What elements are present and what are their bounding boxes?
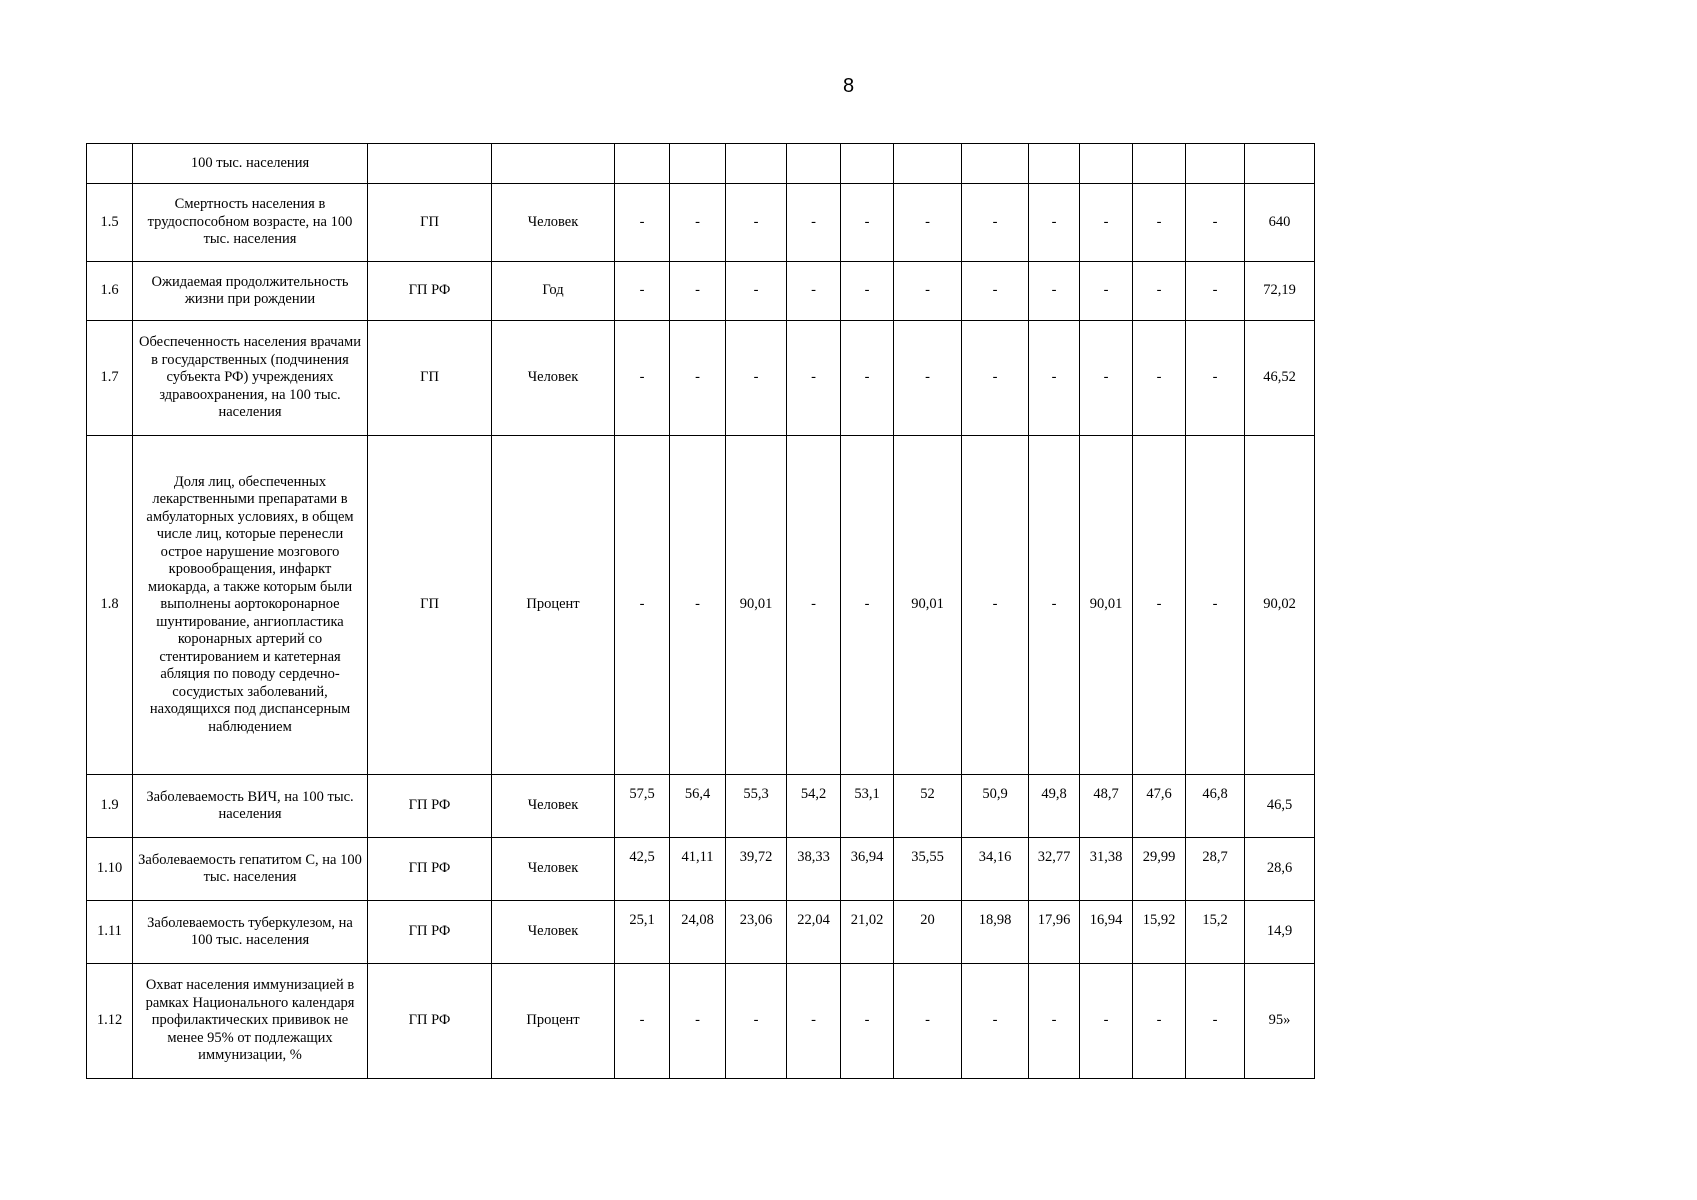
- table-row: [87, 838, 1315, 901]
- table-row: [87, 964, 1315, 1079]
- value-cell: -: [670, 436, 726, 775]
- source-cell: ГП РФ: [368, 262, 492, 321]
- value-cell: 24,08: [670, 901, 726, 964]
- value-cell: -: [1080, 262, 1133, 321]
- indicator-name-cell: Доля лиц, обеспеченных лекарственными препаратами в амбулаторных условиях, в общем числе лиц, которые перенесли острое нарушение мозгового кровообращения, инфаркт миокарда, а также которым были выполнены аортокоронарное шунтирование, ангиопластика коронарных артерий со стентированием и катетерная абляция по поводу сердечно-сосудистых заболеваний, находящихся под диспансерным наблюдением: [133, 436, 368, 775]
- value-cell: -: [670, 964, 726, 1079]
- table-row: [87, 436, 1315, 775]
- indicator-name-cell: Обеспеченность населения врачами в государственных (подчинения субъекта РФ) учреждениях здравоохранения, на 100 тыс. населения: [133, 321, 368, 436]
- value-cell: -: [1080, 964, 1133, 1079]
- value-cell: -: [726, 321, 787, 436]
- value-cell: 90,01: [726, 436, 787, 775]
- value-cell: [894, 144, 962, 184]
- value-cell: 28,7: [1186, 838, 1245, 901]
- value-cell: -: [1186, 184, 1245, 262]
- value-cell: -: [615, 321, 670, 436]
- value-cell: -: [841, 184, 894, 262]
- indicator-name-cell: 100 тыс. населения: [133, 144, 368, 184]
- table-row: [87, 184, 1315, 262]
- page-number: 8: [842, 75, 855, 97]
- value-cell: 49,8: [1029, 775, 1080, 838]
- value-cell: -: [962, 436, 1029, 775]
- value-cell: -: [787, 436, 841, 775]
- value-cell: -: [615, 262, 670, 321]
- unit-cell: Человек: [492, 184, 615, 262]
- value-cell: 52: [894, 775, 962, 838]
- value-cell: 35,55: [894, 838, 962, 901]
- indicators-table: [86, 143, 1315, 1079]
- source-cell: ГП РФ: [368, 838, 492, 901]
- value-cell: 28,6: [1245, 838, 1315, 901]
- value-cell: -: [1133, 262, 1186, 321]
- value-cell: [787, 144, 841, 184]
- value-cell: -: [615, 964, 670, 1079]
- source-cell: ГП РФ: [368, 964, 492, 1079]
- unit-cell: [492, 144, 615, 184]
- value-cell: 23,06: [726, 901, 787, 964]
- value-cell: 25,1: [615, 901, 670, 964]
- value-cell: 15,2: [1186, 901, 1245, 964]
- value-cell: [841, 144, 894, 184]
- value-cell: -: [787, 321, 841, 436]
- value-cell: -: [841, 436, 894, 775]
- row-number-cell: 1.12: [87, 964, 133, 1079]
- value-cell: [1245, 144, 1315, 184]
- value-cell: [962, 144, 1029, 184]
- source-cell: ГП: [368, 436, 492, 775]
- indicator-name-cell: Заболеваемость туберкулезом, на 100 тыс. населения: [133, 901, 368, 964]
- value-cell: -: [1186, 321, 1245, 436]
- row-number-cell: 1.5: [87, 184, 133, 262]
- value-cell: 36,94: [841, 838, 894, 901]
- value-cell: -: [787, 964, 841, 1079]
- value-cell: [1080, 144, 1133, 184]
- value-cell: -: [1186, 262, 1245, 321]
- value-cell: -: [1186, 436, 1245, 775]
- value-cell: 56,4: [670, 775, 726, 838]
- value-cell: 90,01: [1080, 436, 1133, 775]
- row-number-cell: 1.9: [87, 775, 133, 838]
- unit-cell: Человек: [492, 321, 615, 436]
- value-cell: [1133, 144, 1186, 184]
- value-cell: -: [1133, 321, 1186, 436]
- row-number-cell: 1.11: [87, 901, 133, 964]
- indicator-name-cell: Заболеваемость ВИЧ, на 100 тыс. населения: [133, 775, 368, 838]
- value-cell: [615, 144, 670, 184]
- value-cell: 32,77: [1029, 838, 1080, 901]
- source-cell: [368, 144, 492, 184]
- value-cell: -: [1029, 436, 1080, 775]
- value-cell: 47,6: [1133, 775, 1186, 838]
- value-cell: -: [1029, 262, 1080, 321]
- value-cell: 29,99: [1133, 838, 1186, 901]
- value-cell: 46,5: [1245, 775, 1315, 838]
- table-row: [87, 775, 1315, 838]
- value-cell: 15,92: [1133, 901, 1186, 964]
- value-cell: 22,04: [787, 901, 841, 964]
- value-cell: -: [1080, 321, 1133, 436]
- value-cell: 14,9: [1245, 901, 1315, 964]
- value-cell: -: [1186, 964, 1245, 1079]
- value-cell: -: [841, 262, 894, 321]
- value-cell: 18,98: [962, 901, 1029, 964]
- value-cell: 48,7: [1080, 775, 1133, 838]
- unit-cell: Человек: [492, 775, 615, 838]
- value-cell: [1186, 144, 1245, 184]
- table-row: [87, 321, 1315, 436]
- row-number-cell: [87, 144, 133, 184]
- value-cell: -: [962, 964, 1029, 1079]
- value-cell: -: [894, 184, 962, 262]
- value-cell: 95»: [1245, 964, 1315, 1079]
- value-cell: -: [894, 964, 962, 1079]
- value-cell: 20: [894, 901, 962, 964]
- indicator-name-cell: Охват населения иммунизацией в рамках Национального календаря профилактических прививок не менее 95% от подлежащих иммунизации, %: [133, 964, 368, 1079]
- value-cell: 41,11: [670, 838, 726, 901]
- value-cell: 50,9: [962, 775, 1029, 838]
- value-cell: 42,5: [615, 838, 670, 901]
- value-cell: 46,52: [1245, 321, 1315, 436]
- value-cell: 640: [1245, 184, 1315, 262]
- value-cell: -: [1133, 436, 1186, 775]
- unit-cell: Процент: [492, 964, 615, 1079]
- source-cell: ГП: [368, 184, 492, 262]
- value-cell: 31,38: [1080, 838, 1133, 901]
- table-row-continuation: [87, 144, 1315, 184]
- value-cell: -: [787, 184, 841, 262]
- value-cell: -: [787, 262, 841, 321]
- value-cell: -: [962, 321, 1029, 436]
- value-cell: -: [615, 184, 670, 262]
- source-cell: ГП РФ: [368, 775, 492, 838]
- indicator-name-cell: Заболеваемость гепатитом С, на 100 тыс. населения: [133, 838, 368, 901]
- value-cell: 34,16: [962, 838, 1029, 901]
- value-cell: 21,02: [841, 901, 894, 964]
- value-cell: [670, 144, 726, 184]
- value-cell: -: [962, 184, 1029, 262]
- value-cell: -: [1029, 964, 1080, 1079]
- value-cell: 53,1: [841, 775, 894, 838]
- table-row: [87, 901, 1315, 964]
- value-cell: -: [894, 262, 962, 321]
- value-cell: 72,19: [1245, 262, 1315, 321]
- unit-cell: Год: [492, 262, 615, 321]
- value-cell: -: [894, 321, 962, 436]
- source-cell: ГП РФ: [368, 901, 492, 964]
- value-cell: -: [670, 321, 726, 436]
- unit-cell: Человек: [492, 838, 615, 901]
- value-cell: 38,33: [787, 838, 841, 901]
- unit-cell: Человек: [492, 901, 615, 964]
- value-cell: -: [726, 262, 787, 321]
- indicator-name-cell: Ожидаемая продолжительность жизни при рождении: [133, 262, 368, 321]
- value-cell: -: [670, 262, 726, 321]
- source-cell: ГП: [368, 321, 492, 436]
- row-number-cell: 1.6: [87, 262, 133, 321]
- value-cell: 55,3: [726, 775, 787, 838]
- value-cell: 57,5: [615, 775, 670, 838]
- value-cell: -: [726, 184, 787, 262]
- value-cell: -: [1080, 184, 1133, 262]
- value-cell: 39,72: [726, 838, 787, 901]
- value-cell: -: [726, 964, 787, 1079]
- row-number-cell: 1.10: [87, 838, 133, 901]
- value-cell: 90,01: [894, 436, 962, 775]
- value-cell: 54,2: [787, 775, 841, 838]
- value-cell: 90,02: [1245, 436, 1315, 775]
- value-cell: 16,94: [1080, 901, 1133, 964]
- value-cell: -: [1133, 184, 1186, 262]
- value-cell: -: [962, 262, 1029, 321]
- value-cell: 46,8: [1186, 775, 1245, 838]
- value-cell: -: [841, 964, 894, 1079]
- indicator-name-cell: Смертность населения в трудоспособном возрасте, на 100 тыс. населения: [133, 184, 368, 262]
- value-cell: [1029, 144, 1080, 184]
- value-cell: -: [1029, 321, 1080, 436]
- table-row: [87, 262, 1315, 321]
- value-cell: -: [841, 321, 894, 436]
- unit-cell: Процент: [492, 436, 615, 775]
- value-cell: -: [615, 436, 670, 775]
- value-cell: -: [1133, 964, 1186, 1079]
- value-cell: 17,96: [1029, 901, 1080, 964]
- value-cell: -: [1029, 184, 1080, 262]
- value-cell: -: [670, 184, 726, 262]
- row-number-cell: 1.7: [87, 321, 133, 436]
- row-number-cell: 1.8: [87, 436, 133, 775]
- value-cell: [726, 144, 787, 184]
